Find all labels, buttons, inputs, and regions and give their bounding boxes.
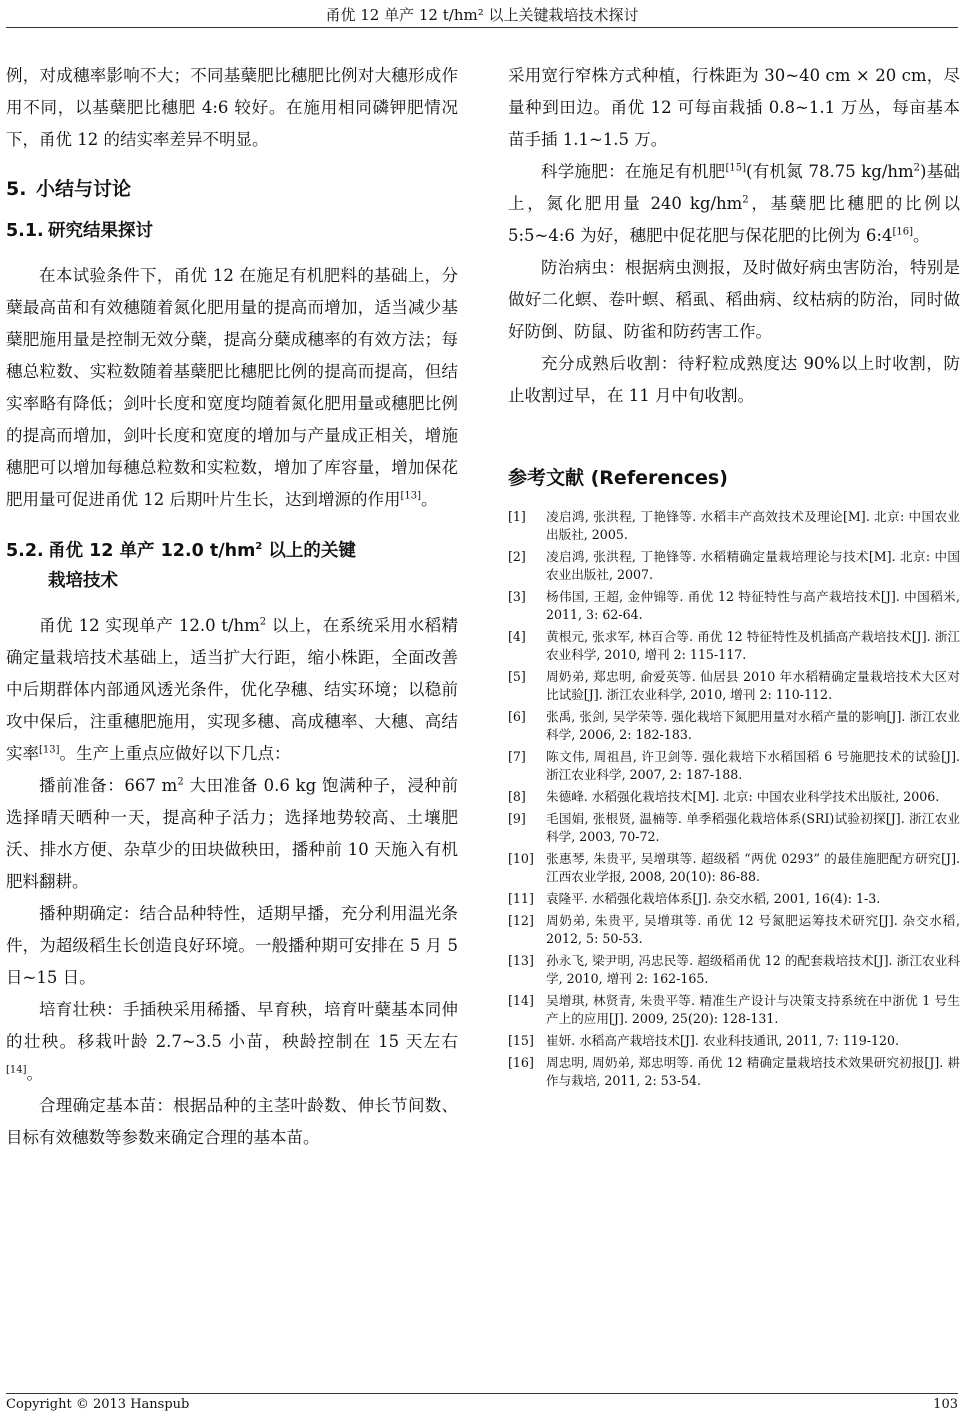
footer-divider bbox=[6, 1393, 958, 1394]
reference-item bbox=[508, 668, 960, 704]
reference-number: [15] bbox=[508, 1033, 534, 1048]
section-5-2-title-part1: 甬优 12 单产 12.0 t/hm bbox=[48, 541, 256, 561]
reference-text: 陈文伟, 周祖昌, 许卫剑等. 强化栽培下水稻国稻 6 号施肥技术的试验[J]. 浙江农业科学, 2007, 2: 187-188. bbox=[546, 749, 960, 782]
seed-preparation-text-b: 大田准备 0.6 kg 饱满种子，浸种前选择晴天晒种一天，提高种子活力；选择地势较高、土壤肥沃、排水方便、杂草少的田块做秧田，播种前 10 天施入有机肥料翻耕。 bbox=[6, 776, 459, 891]
section-5-2-heading bbox=[6, 536, 458, 596]
fertilization-text-e: 。 bbox=[913, 226, 930, 245]
reference-number: [5] bbox=[508, 669, 526, 684]
reference-item bbox=[508, 1032, 960, 1050]
reference-number: [3] bbox=[508, 589, 526, 604]
citation-13-b: [13] bbox=[39, 744, 60, 756]
reference-item bbox=[508, 912, 960, 948]
fertilization-text-d: ，基蘖肥比穗肥的比例以 5:5~4:6 为好，穗肥中促花肥与保花肥的比例为 6:4 bbox=[508, 194, 960, 245]
reference-number: [1] bbox=[508, 509, 526, 524]
reference-text: 黄根元, 张求军, 林百合等. 甬优 12 特征特性及机插高产栽培技术[J]. 浙江农业科学, 2010, 增刊 2: 115-117. bbox=[546, 629, 960, 662]
reference-number: [13] bbox=[508, 953, 534, 968]
reference-number: [2] bbox=[508, 549, 526, 564]
key-techniques-text-c: 。生产上重点应做好以下几点： bbox=[59, 744, 291, 763]
reference-text: 孙永飞, 梁尹明, 冯忠民等. 超级稻甬优 12 的配套栽培技术[J]. 浙江农业科学, 2010, 增刊 2: 162-165. bbox=[546, 953, 960, 986]
page-footer bbox=[6, 1396, 958, 1414]
reference-text: 张禹, 张剑, 吴学荣等. 强化栽培下氮肥用量对水稻产量的影响[J]. 浙江农业科学, 2006, 2: 182-183. bbox=[546, 709, 960, 742]
reference-number: [6] bbox=[508, 709, 526, 724]
harvest-paragraph: 充分成熟后收割：待籽粒成熟度达 90%以上时收割，防止收割过早，在 11 月中旬收割。 bbox=[508, 354, 960, 405]
reference-item bbox=[508, 708, 960, 744]
section-5-title: 小结与讨论 bbox=[36, 178, 132, 200]
reference-item bbox=[508, 1054, 960, 1090]
results-discussion-text: 在本试验条件下，甬优 12 在施足有机肥料的基础上，分蘖最高苗和有效穗随着氮化肥用量的提高而增加，适当减少基蘖肥施用量是控制无效分蘖，提高分蘖成穗率的有效方法；每穗总粒数、实粒数随着基蘖肥比穗肥比例的提高而提高，但结实率略有降低；剑叶长度和宽度均随着氮化肥用量或穗肥比例的提高而增加，剑叶长度和宽度的增加与产量成正相关，增施穗肥可以增加每穗总粒数和实粒数，增加了库容量，增加保花肥用量可促进甬优 12 后期叶片生长，达到增源的作用 bbox=[6, 266, 458, 509]
header-divider bbox=[6, 27, 958, 28]
results-discussion-end: 。 bbox=[421, 490, 438, 509]
reference-text: 凌启鸿, 张洪程, 丁艳锋等. 水稻精确定量栽培理论与技术[M]. 北京: 中国农业出版社, 2007. bbox=[546, 549, 960, 582]
nursery-text-b: 。 bbox=[26, 1064, 44, 1083]
key-techniques-text-a: 甬优 12 实现单产 12.0 t/hm bbox=[39, 616, 260, 635]
fertilization-text-a: 科学施肥：在施足有机肥 bbox=[541, 162, 726, 181]
section-5-2-title-line2: 栽培技术 bbox=[48, 571, 118, 591]
reference-item bbox=[508, 850, 960, 886]
reference-item bbox=[508, 628, 960, 664]
section-5-2-title-sup: 2 bbox=[255, 541, 263, 553]
reference-item bbox=[508, 890, 960, 908]
reference-item bbox=[508, 508, 960, 544]
references-heading: 参考文献 (References) bbox=[508, 467, 728, 489]
reference-item bbox=[508, 548, 960, 584]
citation-13: [13] bbox=[400, 490, 422, 502]
citation-16: [16] bbox=[892, 226, 914, 238]
section-5-heading bbox=[6, 174, 458, 204]
pest-control-paragraph: 防治病虫：根据病虫测报，及时做好病虫害防治，特别是做好二化螟、卷叶螟、稻虱、稻曲病、纹枯病的防治，同时做好防倒、防鼠、防雀和防药害工作。 bbox=[508, 258, 960, 341]
results-discussion-paragraph bbox=[6, 260, 458, 516]
reference-item bbox=[508, 788, 960, 806]
reference-number: [11] bbox=[508, 891, 534, 906]
citation-14: [14] bbox=[6, 1064, 27, 1076]
citation-15: [15] bbox=[725, 162, 746, 174]
reference-item bbox=[508, 810, 960, 846]
reference-item bbox=[508, 952, 960, 988]
section-5-1-title: 研究结果探讨 bbox=[48, 221, 153, 241]
fertilization-text-b: (有机氮 78.75 kg/hm bbox=[745, 162, 914, 181]
reference-text: 毛国娟, 张根贤, 温楠等. 单季稻强化栽培体系(SRI)试验初探[J]. 浙江农业科学, 2003, 70-72. bbox=[546, 811, 960, 844]
continued-paragraph: 例，对成穗率影响不大；不同基蘖肥比穗肥比例对大穗形成作用不同，以基蘖肥比穗肥 4:6 较好。在施用相同磷钾肥情况下，甬优 12 的结实率差异不明显。 bbox=[6, 66, 458, 149]
key-techniques-sup: 2 bbox=[259, 616, 267, 628]
right-column bbox=[508, 60, 960, 1094]
fertilization-text-c: )基础上，氮化肥用量 240 kg/hm bbox=[508, 162, 961, 213]
reference-text: 周奶弟, 郑忠明, 俞爱英等. 仙居县 2010 年水稻精确定量栽培技术大区对比试验[J]. 浙江农业科学, 2010, 增刊 2: 110-112. bbox=[546, 669, 960, 702]
reference-text: 凌启鸿, 张洪程, 丁艳锋等. 水稻丰产高效技术及理论[M]. 北京: 中国农业出版社, 2005. bbox=[546, 509, 960, 542]
reference-text: 杨伟国, 王超, 金仲锦等. 甬优 12 特征特性与高产栽培技术[J]. 中国稻米, 2011, 3: 62-64. bbox=[546, 589, 960, 622]
key-techniques-text-b: 以上，在系统采用水稻精确定量栽培技术基础上，适当扩大行距，缩小株距，全面改善中后期群体内部通风透光条件，优化孕穗、结实环境；以稳前攻中保后，注重穗肥施用，实现多穗、高成穗率、大穗、高结实率 bbox=[6, 616, 458, 763]
nursery-paragraph bbox=[6, 994, 458, 1090]
copyright-notice: Copyright © 2013 Hanspub bbox=[6, 1397, 190, 1412]
reference-text: 崔妍. 水稻高产栽培技术[J]. 农业科技通讯, 2011, 7: 119-120. bbox=[546, 1033, 900, 1048]
running-head: 甬优 12 单产 12 t/hm² 以上关键栽培技术探讨 bbox=[325, 6, 639, 24]
reference-text: 袁隆平. 水稻强化栽培体系[J]. 杂交水稻, 2001, 16(4): 1-3. bbox=[546, 891, 881, 906]
reference-number: [14] bbox=[508, 993, 534, 1008]
reference-item bbox=[508, 992, 960, 1028]
reference-number: [4] bbox=[508, 629, 526, 644]
section-5-number: 5. bbox=[6, 178, 27, 200]
reference-number: [9] bbox=[508, 811, 526, 826]
reference-item bbox=[508, 748, 960, 784]
reference-text: 吴增琪, 林贤青, 朱贵平等. 精准生产设计与决策支持系统在中浙优 1 号生产上的应用[J]. 2009, 25(20): 128-131. bbox=[546, 993, 960, 1026]
key-techniques-paragraph bbox=[6, 610, 458, 770]
section-5-2-number: 5.2. bbox=[6, 541, 44, 561]
reference-text: 周奶弟, 朱贵平, 吴增琪等. 甬优 12 号氮肥运筹技术研究[J]. 杂交水稻, 2012, 5: 50-53. bbox=[546, 913, 960, 946]
reference-number: [10] bbox=[508, 851, 534, 866]
reference-number: [12] bbox=[508, 913, 534, 928]
reference-text: 张惠琴, 朱贵平, 吴增琪等. 超级稻 “两优 0293” 的最佳施肥配方研究[J]. 江西农业学报, 2008, 20(10): 86-88. bbox=[546, 851, 960, 884]
section-5-1-heading bbox=[6, 216, 458, 246]
fertilization-sup-1: 2 bbox=[913, 162, 921, 174]
fertilization-paragraph bbox=[508, 156, 960, 252]
section-5-1-number: 5.1. bbox=[6, 221, 44, 241]
sowing-date-paragraph: 播种期确定：结合品种特性，适期早播，充分利用温光条件，为超级稻生长创造良好环境。一般播种期可安排在 5 月 5 日~15 日。 bbox=[6, 904, 458, 987]
reference-text: 朱德峰. 水稻强化栽培技术[M]. 北京: 中国农业科学技术出版社, 2006. bbox=[546, 789, 940, 804]
seed-preparation-paragraph bbox=[6, 770, 458, 898]
page-number: 103 bbox=[933, 1397, 958, 1412]
fertilization-sup-2: 2 bbox=[742, 194, 749, 206]
reference-item bbox=[508, 588, 960, 624]
reference-number: [8] bbox=[508, 789, 526, 804]
reference-number: [16] bbox=[508, 1055, 534, 1070]
planting-paragraph: 采用宽行窄株方式种植，行株距为 30~40 cm × 20 cm，尽量种到田边。甬优 12 可每亩栽插 0.8~1.1 万丛，每亩基本苗手插 1.1~1.5 万。 bbox=[508, 66, 960, 149]
reference-list bbox=[508, 508, 960, 1090]
seed-preparation-text-a: 播前准备：667 m bbox=[39, 776, 178, 795]
basic-seedling-paragraph: 合理确定基本苗：根据品种的主茎叶龄数、伸长节间数、目标有效穗数等参数来确定合理的基本苗。 bbox=[6, 1096, 458, 1147]
reference-number: [7] bbox=[508, 749, 526, 764]
seed-preparation-sup: 2 bbox=[177, 776, 184, 788]
nursery-text-a: 培育壮秧：手插秧采用稀播、早育秧，培育叶蘖基本同伸的壮秧。移栽叶龄 2.7~3.5 小苗，秧龄控制在 15 天左右 bbox=[6, 1000, 458, 1051]
left-column bbox=[6, 60, 458, 1154]
reference-text: 周忠明, 周奶弟, 郑忠明等. 甬优 12 精确定量栽培技术效果研究初报[J]. 耕作与栽培, 2011, 2: 53-54. bbox=[546, 1055, 960, 1088]
section-5-2-title-part2: 以上的关键 bbox=[262, 541, 356, 561]
